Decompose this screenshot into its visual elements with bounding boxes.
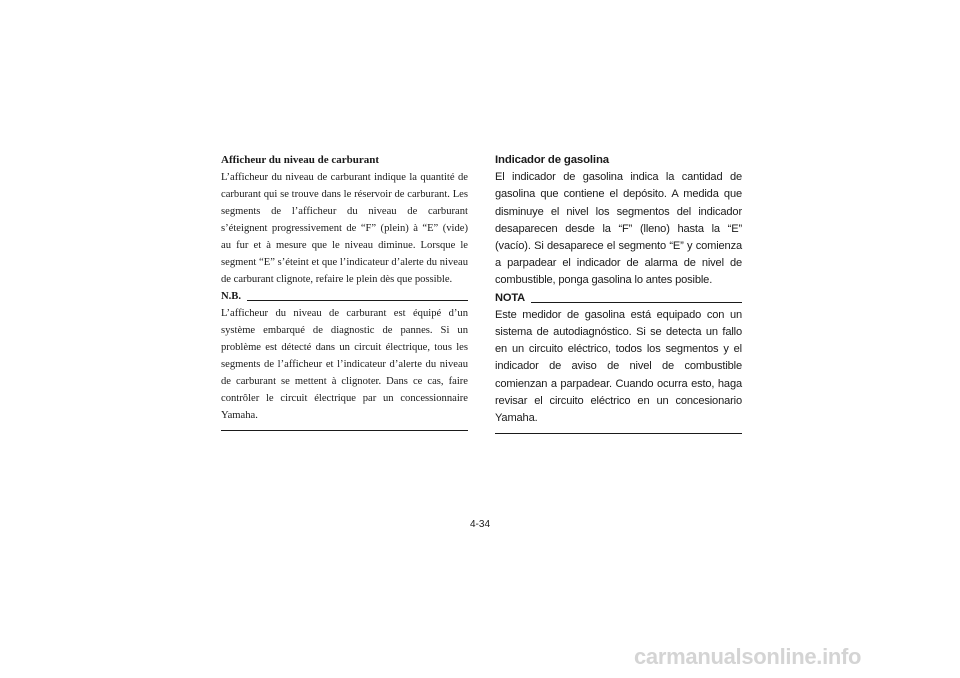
spanish-body: El indicador de gasolina indica la cantidad de gasolina que contiene el depósito. A medida que disminuye el nivel los segmentos del indicador desaparecen desde la “F” (lleno) hasta la “E” (vacío). Si desaparece el segmento “E” y comienza a parpadear el indicador de alarma de nivel de combustible, ponga gasolina lo antes posible.	[495, 171, 742, 287]
spanish-note-header	[495, 290, 742, 307]
spanish-note-end-rule	[495, 433, 742, 434]
french-note-label: N.B.	[221, 291, 242, 302]
french-note-end-rule	[221, 430, 468, 431]
spanish-column	[495, 152, 742, 434]
spanish-note-body: Este medidor de gasolina está equipado con un sistema de autodiagnóstico. Si se detecta un fallo en un circuito eléctrico, todos los segmentos y el indicador de aviso de nivel de combustible comienzan a parpadear. Cuando ocurra esto, haga revisar el circuito eléctrico en un concesionario Yamaha.	[495, 308, 742, 425]
watermark: carmanualsonline.info	[634, 644, 862, 669]
spanish-note-label: NOTA	[495, 291, 526, 304]
french-note-rule	[247, 300, 468, 301]
french-note-body: L’afficheur du niveau de carburant est équipé d’un système embarqué de diagnostic de pannes. Si un problème est détecté dans un circuit électrique, tous les segments de l’afficheur et l’indicateur d’alerte du niveau de carburant se mettent à clignoter. Dans ce cas, faire contrôler le circuit électrique par un concessionnaire Yamaha.	[221, 308, 468, 421]
spanish-heading: Indicador de gasolina	[495, 154, 609, 166]
spanish-note-rule	[531, 302, 742, 303]
french-heading: Afficheur du niveau de carburant	[221, 154, 380, 166]
french-note-header	[221, 288, 468, 305]
french-body: L’afficheur du niveau de carburant indique la quantité de carburant qui se trouve dans le réservoir de carburant. Les segments de l’afficheur du niveau de carburant s’éteignent progressivement de “F” (plein) à “E” (vide) au fur et à mesure que le niveau diminue. Lorsque le segment “E” s’éteint et que l’indicateur d’alerte du niveau de carburant clignote, refaire le plein dès que possible.	[221, 172, 468, 285]
french-column	[221, 152, 468, 431]
page-number: 4-34	[470, 519, 491, 530]
